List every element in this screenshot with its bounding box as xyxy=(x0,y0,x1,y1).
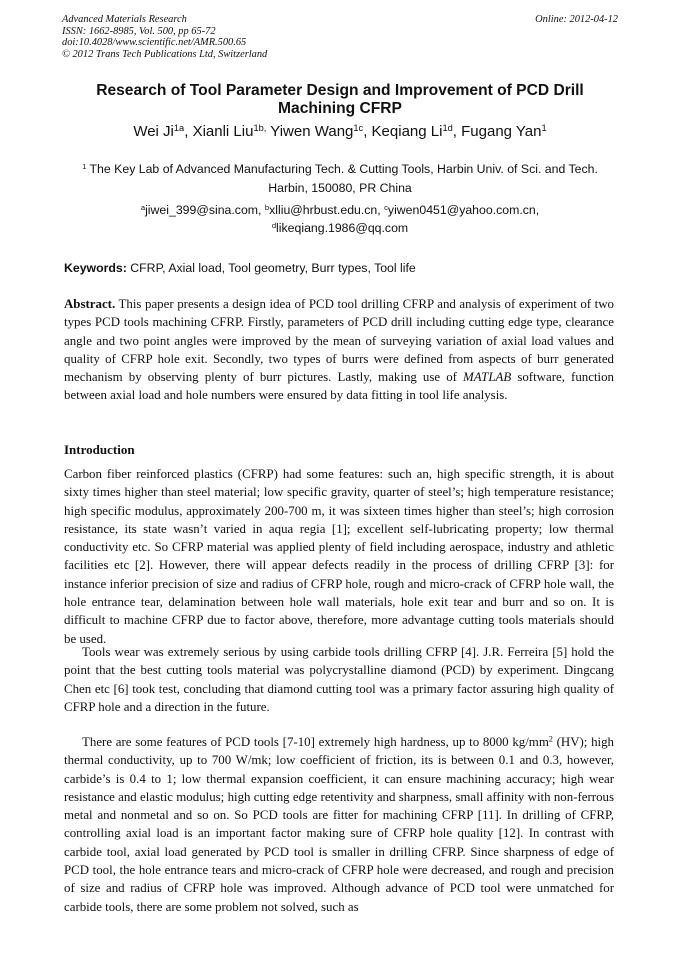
affiliation-line-2: Harbin, 150080, PR China xyxy=(268,180,412,195)
email-line-1: $^a$jiwei_399@sina.com, $^b$xlliu@hrbust.edu.cn, $^c$yiwen0451@yahoo.com.cn, xyxy=(140,202,540,217)
email-line-2: $^d$likeqiang.1986@qq.com xyxy=(271,220,409,235)
online-date: Online: 2012-04-12 xyxy=(535,14,618,25)
keywords xyxy=(64,260,620,276)
abstract-label: Abstract. xyxy=(64,297,116,311)
author: Yiwen Wang$^{1c}$, xyxy=(270,122,372,140)
intro-paragraph-2: Tools wear was extremely serious by using carbide tools drilling CFRP [4]. J.R. Ferreira [5] hold the point that the best cutting tools material was polycrystalline diamond (PCD) by experiment. Dingcang Chen etc [6] took test, concluding that diamond cutting tool was a primary factor assuring high quality of CFRP hole and a direction in the future. xyxy=(64,645,614,714)
author: Fugang Yan$^1$ xyxy=(461,122,547,140)
intro-paragraph-3: There are some features of PCD tools [7-10] extremely high hardness, up to 8000 $kg/mm^2$ (HV); high thermal conductivity, up to 700 W/mk; low coefficient of friction, its is between 0.1 and 0.3, however, carbide’s is 0.4 to 1; low thermal expansion coefficient, it can ensure machining accuracy; high wear resistance and elastic modulus; high cutting edge retentivity and sharpness, small affinity with non-ferrous metal and nonmetal and so on. So PCD tools are fitter for machining CFRP [11]. In drilling of CFRP, controlling axial load is an important factor making sure of CFRP hole quality [12]. In contrast with carbide tool, axial load generated by PCD tool is smaller in drilling CFRP. Since sharpness of edge of PCD tool, the hole entrance tears and micro-crack of CFRP hole were decreased, and rough and precision of size and radius of CFRP hole was improved. Although advance of PCD tool were unmatched for carbide tools, there are some problem not solved, such as xyxy=(64,734,615,914)
issn-line: ISSN: 1662-8985, Vol. 500, pp 65-72 xyxy=(62,25,216,37)
author: Wei $Ji^{1a}$, xyxy=(133,122,193,140)
author-emails xyxy=(62,202,618,237)
author: Xianli Liu$^{1b,}$ xyxy=(192,122,267,140)
keywords-label: Keywords: xyxy=(64,261,127,275)
journal-name: Advanced Materials Research xyxy=(62,14,187,25)
intro-paragraph-1: Carbon fiber reinforced plastics (CFRP) had some features: such an, high specific strength, it is about sixty times higher than steel material; low specific gravity, quarter of steel’s; high temperature resistance; high specific modulus, approximately 200-700 m, it was sixteen times higher than steel’s; high corrosion resistance, its state wasn’t varied in aqua regia [1]; excellent self-lubricating property; low thermal conductivity etc. So CFRP material was applied plenty of field including aerospace, industry and athletic facilities etc [2]. However, there will appear defects readily in the process of drilling CFRP [3]: for instance inferior precision of size and radius of CFRP hole, rough and micro-crack of CFRP hole wall, the hole entrance tear, delamination between hole wall materials, hole exit tear and burr and so on. It is difficult to machine CFRP due to factor above, therefore, more advantage cutting tools materials should be used. xyxy=(64,467,614,646)
affiliation-line-1: $^1$ The Key Lab of Advanced Manufacturing Tech. & Cutting Tools, Harbin Univ. of Sci. and Tech. xyxy=(82,161,598,176)
copyright-line: © 2012 Trans Tech Publications Ltd, Switzerland xyxy=(62,48,268,60)
paper-title: Research of Tool Parameter Design and Improvement of PCD Drill Machining CFRP xyxy=(96,82,584,117)
abstract: Abstract. This paper presents a design idea of PCD tool drilling CFRP and analysis of experiment of two types PCD tools machining CFRP. Firstly, parameters of PCD drill including cutting edge type, clearance angle and two point angles were improved by the mean of surveying variation of axial load values and quality of CFRP hole exit. Secondly, two types of burrs were defined from aspects of burr generated mechanism by observing plenty of burr pictures. Lastly, making use of MATLAB software, function between axial load and hole numbers were ensured by data fitting in tool life analysis. xyxy=(64,297,614,403)
author: Keqiang $Li^{1d}$, xyxy=(371,122,462,140)
affiliation xyxy=(62,160,618,197)
journal-header xyxy=(62,14,618,60)
keywords-text: CFRP, Axial load, Tool geometry, Burr types, Tool life xyxy=(126,261,416,275)
doi-line: doi:10.4028/www.scientific.net/AMR.500.65 xyxy=(62,37,247,49)
section-heading-introduction: Introduction xyxy=(64,442,135,457)
author-list xyxy=(62,122,618,142)
matlab-term: MATLAB xyxy=(463,370,512,385)
